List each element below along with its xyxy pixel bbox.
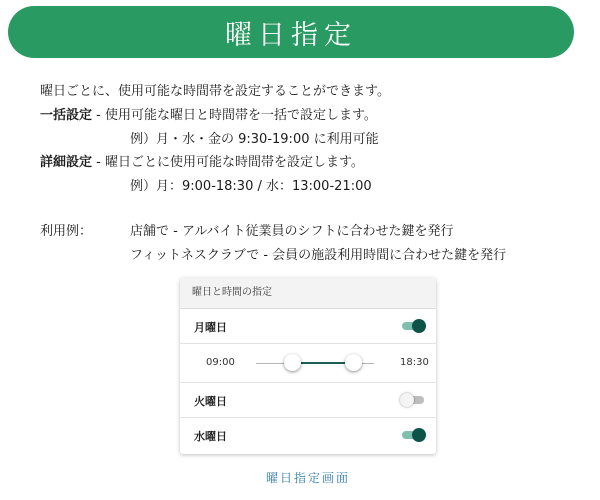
detail-setting-desc: - 曜日ごとに使用可能な時間帯を設定します。	[92, 155, 364, 170]
end-time: 18:30	[400, 357, 429, 368]
detail-setting-line	[40, 155, 364, 171]
bulk-setting-example: 例）月・水・金の 9:30-19:00 に利用可能	[130, 132, 379, 147]
bulk-setting-term: 一括設定	[40, 108, 93, 123]
usage-example-fitness: フィットネスクラブで - 会員の施設利用時間に合わせた鍵を発行	[130, 248, 507, 263]
time-range-row	[180, 344, 436, 383]
tuesday-label: 火曜日	[194, 395, 227, 408]
start-time-handle[interactable]	[284, 354, 301, 371]
figure-caption: 曜日指定画面	[265, 471, 350, 485]
tuesday-toggle[interactable]	[400, 394, 426, 406]
bulk-setting-line	[40, 108, 377, 124]
panel-header: 曜日と時間の指定	[180, 278, 436, 309]
page-title: 曜日指定	[225, 19, 357, 51]
monday-label: 月曜日	[194, 321, 227, 334]
day-time-settings-panel	[180, 278, 436, 454]
usage-label: 利用例：	[40, 224, 93, 239]
end-time-handle[interactable]	[345, 354, 362, 371]
tuesday-row	[180, 383, 436, 418]
usage-example-store: 店舗で - アルバイト従業員のシフトに合わせた鍵を発行	[130, 224, 454, 239]
detail-setting-example: 例）月：9:00-18:30 / 水：13:00-21:00	[130, 179, 372, 194]
tuesday-toggle-knob	[400, 393, 414, 407]
wednesday-toggle[interactable]	[400, 429, 426, 441]
wednesday-label: 水曜日	[194, 430, 227, 443]
start-time: 09:00	[206, 357, 235, 368]
monday-toggle[interactable]	[400, 320, 426, 332]
wednesday-toggle-knob	[412, 428, 426, 442]
monday-toggle-knob	[412, 319, 426, 333]
monday-row	[180, 309, 436, 344]
detail-setting-term: 詳細設定	[40, 155, 93, 170]
page-banner	[8, 6, 574, 58]
wednesday-row	[180, 418, 436, 452]
bulk-setting-desc: - 使用可能な曜日と時間帯を一括で設定します。	[92, 108, 377, 123]
intro-text: 曜日ごとに、使用可能な時間帯を設定することができます。	[40, 84, 390, 99]
